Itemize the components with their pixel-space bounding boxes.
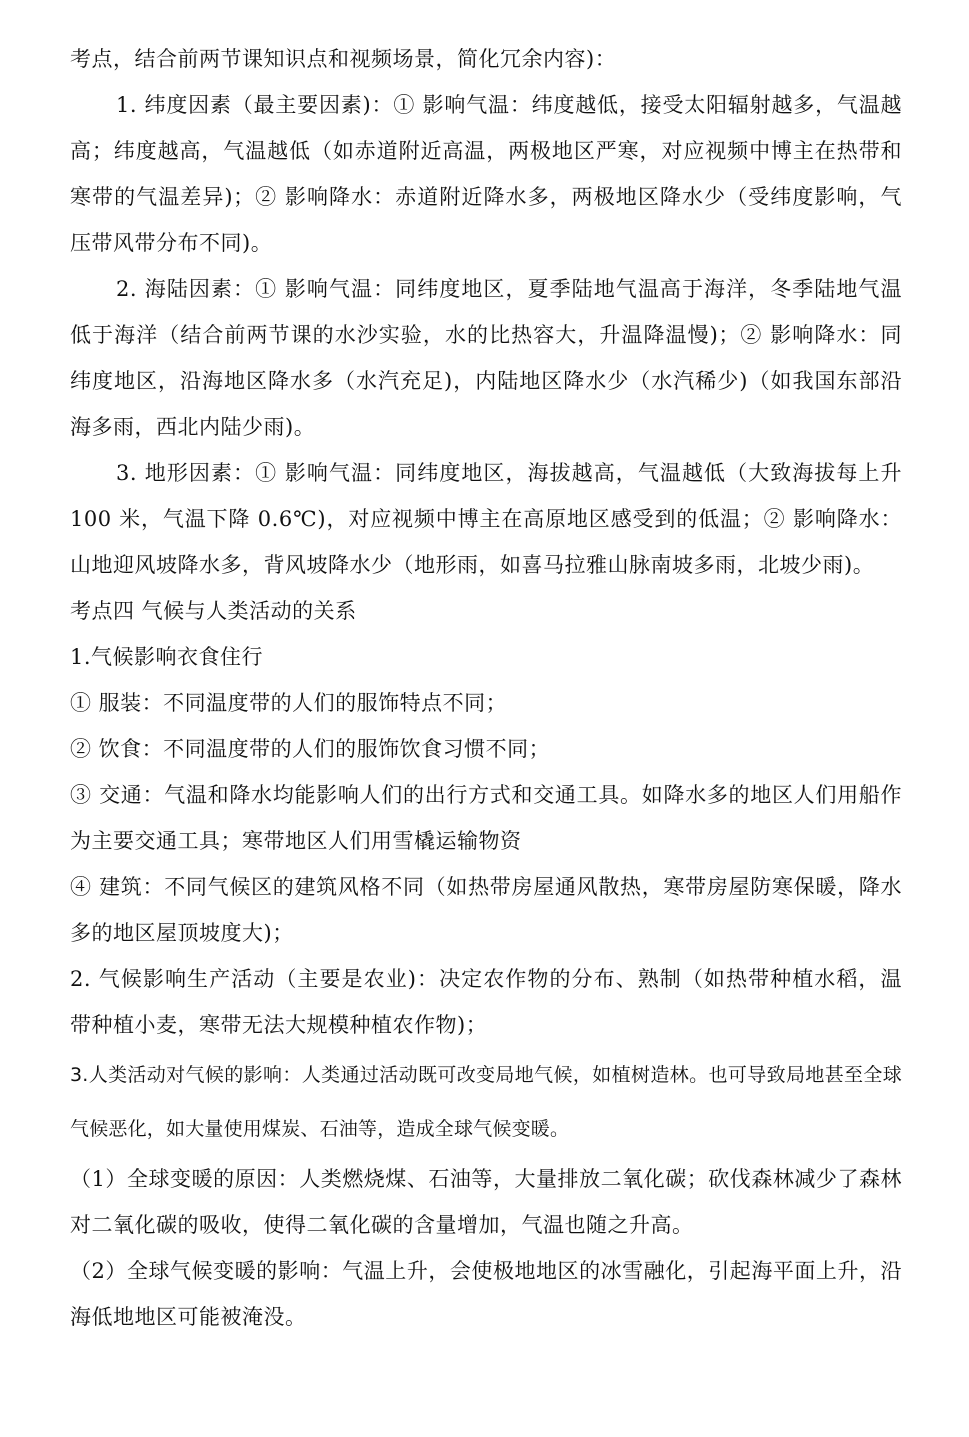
- intro-paragraph: 考点，结合前两节课知识点和视频场景，简化冗余内容)：: [70, 47, 617, 71]
- human-impact-paragraph: 3.人类活动对气候的影响：人类通过活动既可改变局地气候，如植树造林。也可导致局地甚至全球气候恶化，如大量使用煤炭、石油等，造成全球气候变暖。: [70, 1064, 902, 1140]
- document-page: [70, 36, 902, 1340]
- warming-cause-paragraph: （1）全球变暖的原因：人类燃烧煤、石油等，大量排放二氧化碳；砍伐森林减少了森林对二氧化碳的吸收，使得二氧化碳的含量增加，气温也随之升高。: [70, 1167, 902, 1237]
- warming-effect-paragraph: （2）全球气候变暖的影响：气温上升，会使极地地区的冰雪融化，引起海平面上升，沿海低地地区可能被淹没。: [70, 1259, 902, 1329]
- land-sea-factor-paragraph: 2. 海陆因素：① 影响气温：同纬度地区，夏季陆地气温高于海洋，冬季陆地气温低于海洋（结合前两节课的水沙实验，水的比热容大，升温降温慢)；② 影响降水：同纬度地区，沿海地区降水多（水汽充足)，内陆地区降水少（水汽稀少)（如我国东部沿海多雨，西北内陆少雨)。: [70, 277, 902, 439]
- terrain-factor-paragraph: 3. 地形因素：① 影响气温：同纬度地区，海拔越高，气温越低（大致海拔每上升 100 米，气温下降 0.6℃)，对应视频中博主在高原地区感受到的低温；② 影响降水：山地迎风坡降水多，背风坡降水少（地形雨，如喜马拉雅山脉南坡多雨，北坡少雨)。: [70, 461, 902, 577]
- production-paragraph: 2. 气候影响生产活动（主要是农业)：决定农作物的分布、熟制（如热带种植水稻，温带种植小麦，寒带无法大规模种植农作物)；: [70, 967, 902, 1037]
- clothing-item: ① 服装：不同温度带的人们的服饰特点不同；: [70, 691, 508, 715]
- building-item: ④ 建筑：不同气候区的建筑风格不同（如热带房屋通风散热，寒带房屋防寒保暖，降水多的地区屋顶坡度大)；: [70, 875, 902, 945]
- transport-item: ③ 交通：气温和降水均能影响人们的出行方式和交通工具。如降水多的地区人们用船作为主要交通工具；寒带地区人们用雪橇运输物资: [70, 783, 902, 853]
- food-item: ② 饮食：不同温度带的人们的服饰饮食习惯不同；: [70, 737, 551, 761]
- subheading-daily-life: 1.气候影响衣食住行: [70, 645, 264, 669]
- section-heading-point4: 考点四 气候与人类活动的关系: [70, 599, 357, 623]
- latitude-factor-paragraph: 1. 纬度因素（最主要因素)：① 影响气温：纬度越低，接受太阳辐射越多，气温越高；纬度越高，气温越低（如赤道附近高温，两极地区严寒，对应视频中博主在热带和寒带的气温差异)；② 影响降水：赤道附近降水多，两极地区降水少（受纬度影响，气压带风带分布不同)。: [70, 93, 902, 255]
